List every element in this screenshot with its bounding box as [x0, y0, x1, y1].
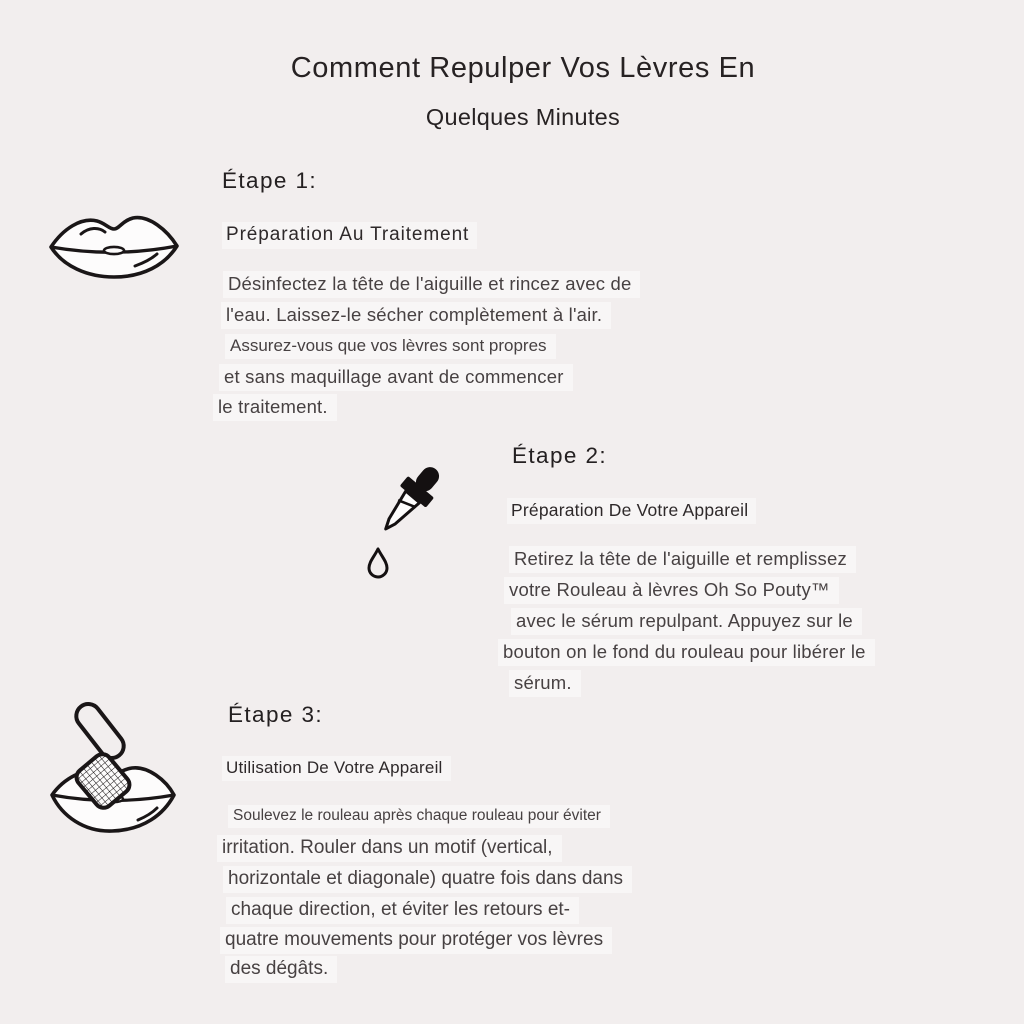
- instruction-line: quatre mouvements pour protéger vos lèvres: [220, 927, 612, 954]
- step1-heading: Étape 1:: [222, 168, 318, 193]
- step3-subheading: Utilisation De Votre Appareil: [222, 756, 451, 781]
- instruction-line: Désinfectez la tête de l'aiguille et rincez avec de: [223, 271, 640, 298]
- instruction-line: l'eau. Laissez-le sécher complètement à l'air.: [221, 302, 611, 329]
- instruction-line: Soulevez le rouleau après chaque rouleau pour éviter: [228, 805, 610, 828]
- instruction-line: irritation. Rouler dans un motif (vertical,: [217, 835, 562, 862]
- page-title-line2: Quelques Minutes: [425, 104, 621, 130]
- dropper-icon: [348, 456, 463, 586]
- instruction-line: Assurez-vous que vos lèvres sont propres: [225, 334, 556, 359]
- instruction-line: le traitement.: [213, 394, 337, 421]
- instruction-line: des dégâts.: [225, 956, 337, 983]
- lip-roller-icon: [36, 698, 181, 843]
- instruction-line: chaque direction, et éviter les retours et-: [226, 897, 579, 924]
- instruction-line: sérum.: [509, 670, 581, 697]
- instruction-line: avec le sérum repulpant. Appuyez sur le: [511, 608, 862, 635]
- instruction-line: bouton on le fond du rouleau pour libérer le: [498, 639, 875, 666]
- instruction-line: votre Rouleau à lèvres Oh So Pouty™: [504, 577, 839, 604]
- instruction-line: et sans maquillage avant de commencer: [219, 364, 573, 391]
- step2-heading: Étape 2:: [512, 443, 608, 468]
- instruction-line: Retirez la tête de l'aiguille et remplissez: [509, 546, 856, 573]
- step3-heading: Étape 3:: [228, 702, 324, 727]
- step1-subheading: Préparation Au Traitement: [222, 222, 477, 249]
- page-title-line1: Comment Repulper Vos Lèvres En: [290, 52, 756, 84]
- step2-subheading: Préparation De Votre Appareil: [507, 498, 756, 524]
- lips-icon: [47, 202, 181, 286]
- instruction-line: horizontale et diagonale) quatre fois dans dans: [223, 866, 632, 893]
